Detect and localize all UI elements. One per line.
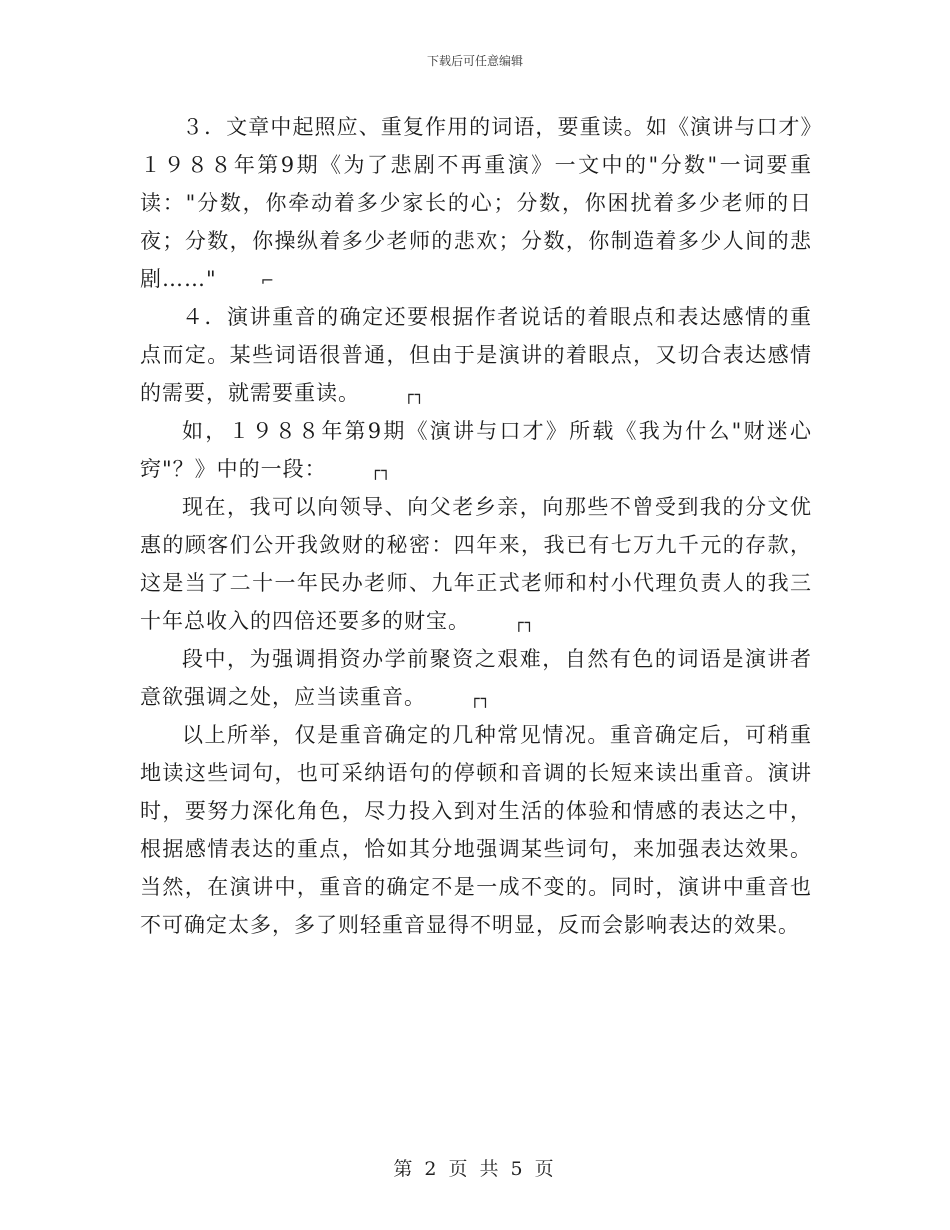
page-header: 下载后可任意编辑 [426,54,523,68]
paragraph-example-intro [140,412,812,488]
paragraph-point-3 [140,108,812,298]
page-number-footer: 第 2 页 共 5 页 [393,1158,557,1180]
paragraph-mark-icon: ┌┐ [514,612,536,632]
paragraph-summary [140,716,812,944]
paragraph-point-4 [140,298,812,412]
paragraph-text: 以上所举，仅是重音确定的几种常见情况。重音确定后，可稍重地读这些词句，也可采纳语句的停顿和音调的长短来读出重音。演讲时，要努力深化角色，尽力投入到对生活的体验和情感的表达之中，根据感情表达的重点，恰如其分地强调某些词句，来加强表达效果。当然，在演讲中，重音的确定不是一成不变的。同时，演讲中重音也不可确定太多，多了则轻重音显得不明显，反而会影响表达的效果。 [140,723,812,937]
paragraph-example-analysis [140,640,812,716]
paragraph-mark-icon: ┌┐ [370,460,392,480]
paragraph-mark-icon: ┌┐ [470,688,492,708]
paragraph-text: 现在，我可以向领导、向父老乡亲，向那些不曾受到我的分文优惠的顾客们公开我敛财的秘密：四年来，我已有七万九千元的存款，这是当了二十一年民办老师、九年正式老师和村小代理负责人的我三十年总收入的四倍还要多的财宝。 [140,495,812,633]
paragraph-text: 如，１９８８年第9期《演讲与口才》所载《我为什么"财迷心窍"？》中的一段： [140,419,812,481]
paragraph-mark-icon: ⌐ [260,270,276,290]
paragraph-mark-icon: ┌┐ [404,384,426,404]
paragraph-text: ４．演讲重音的确定还要根据作者说话的着眼点和表达感情的重点而定。某些词语很普通，但由于是演讲的着眼点，又切合表达感情的需要，就需要重读。 [140,305,812,405]
paragraph-text: ３．文章中起照应、重复作用的词语，要重读。如《演讲与口才》１９８８年第9期《为了悲剧不再重演》一文中的"分数"一词要重读："分数，你牵动着多少家长的心；分数，你困扰着多少老师的日夜；分数，你操纵着多少老师的悲欢；分数，你制造着多少人间的悲剧……" [140,115,812,291]
document-body [140,108,812,944]
paragraph-text: 段中，为强调捐资办学前聚资之艰难，自然有色的词语是演讲者意欲强调之处，应当读重音。 [140,647,812,709]
paragraph-example-quote [140,488,812,640]
